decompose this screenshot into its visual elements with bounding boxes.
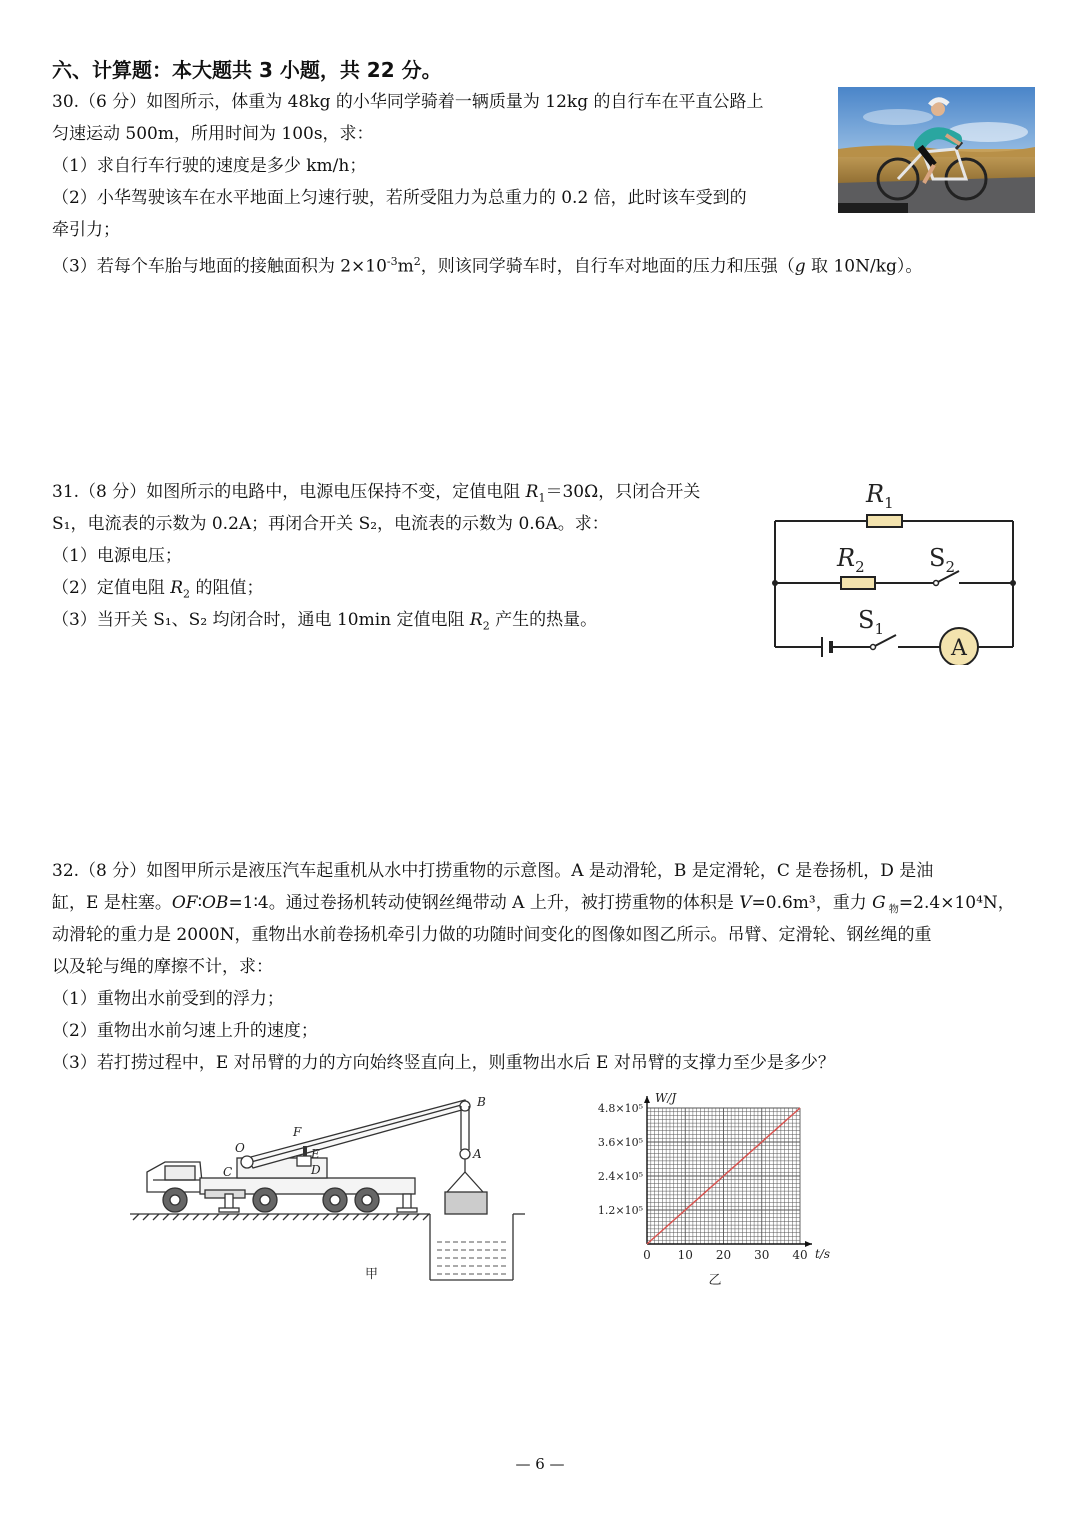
y-tick-label: 4.8×10⁵ bbox=[597, 1102, 643, 1115]
q30-line-6: （3）若每个车胎与地面的接触面积为 $2\times 10^{-3}m^2$，则该同学骑车时，自行车对地面的压力和压强（g 取 10N/kg）。 bbox=[52, 255, 923, 277]
resistor-r1 bbox=[867, 515, 902, 527]
x-tick-label: 20 bbox=[715, 1248, 732, 1262]
crane-caption: 甲 bbox=[365, 1267, 379, 1282]
svg-text:F: F bbox=[293, 1125, 302, 1139]
q30-line-5: 牵引力； bbox=[52, 220, 120, 240]
svg-text:O: O bbox=[235, 1141, 245, 1155]
y-tick-label: 3.6×10⁵ bbox=[597, 1136, 643, 1149]
x-axis-arrow bbox=[805, 1241, 812, 1247]
y-axis-label: W/J bbox=[655, 1091, 677, 1105]
x-tick-label: 40 bbox=[792, 1248, 808, 1262]
q31-line-5: （3）当开关 S₁、S₂ 均闭合时，通电 10min 定值电阻 $R_2$ 产生的热量。 bbox=[52, 610, 598, 633]
chart-caption: 乙 bbox=[708, 1273, 722, 1288]
label-s2: $S_2$ bbox=[929, 544, 955, 576]
work-time-chart bbox=[575, 1088, 845, 1293]
x-axis-label: t/s bbox=[815, 1247, 831, 1261]
q32-line-1: 32.（8 分）如图甲所示是液压汽车起重机从水中打捞重物的示意图。A 是动滑轮，B 是定滑轮，C 是卷扬机，D 是油 bbox=[52, 861, 934, 881]
page-number: — 6 — bbox=[515, 1455, 565, 1473]
q31-line-3: （1）电源电压； bbox=[52, 546, 182, 566]
y-axis-arrow bbox=[644, 1096, 650, 1103]
svg-text:E: E bbox=[311, 1147, 320, 1161]
q32-line-7: （3）若打捞过程中，E 对吊臂的力的方向始终竖直向上，则重物出水后 E 对吊臂的支撑力至少是多少？ bbox=[52, 1053, 835, 1073]
q32-line-5: （1）重物出水前受到的浮力； bbox=[52, 989, 284, 1009]
q30-line-2: 匀速运动 500m，所用时间为 100s，求： bbox=[52, 124, 374, 144]
crane-diagram bbox=[125, 1092, 535, 1292]
y-tick-label: 2.4×10⁵ bbox=[597, 1170, 643, 1183]
cyclist-photo bbox=[838, 87, 1035, 213]
label-r2: $R_2$ bbox=[837, 544, 865, 576]
resistor-r2 bbox=[841, 577, 875, 589]
q32-line-3: 动滑轮的重力是 2000N，重物出水前卷扬机牵引力做的功随时间变化的图像如图乙所示。吊臂、定滑轮、钢丝绳的重 bbox=[52, 925, 932, 945]
q31-line-2: S₁，电流表的示数为 0.2A；再闭合开关 S₂，电流表的示数为 0.6A。求： bbox=[52, 514, 609, 534]
x-tick-label: 30 bbox=[754, 1248, 770, 1262]
x-tick-label: 10 bbox=[677, 1248, 693, 1262]
label-r1: $R_1$ bbox=[866, 480, 894, 512]
section-title: 六、计算题：本大题共 3 小题，共 22 分。 bbox=[52, 58, 442, 82]
q30-line-4: （2）小华驾驶该车在水平地面上匀速行驶，若所受阻力为总重力的 0.2 倍，此时该车受到的 bbox=[52, 188, 747, 208]
q30-line-1: 30.（6 分）如图所示，体重为 48kg 的小华同学骑着一辆质量为 12kg 的自行车在平直公路上 bbox=[52, 92, 764, 112]
svg-text:A: A bbox=[951, 636, 967, 661]
svg-text:D: D bbox=[311, 1163, 321, 1177]
q32-line-2: 缸，E 是柱塞。OF∶OB=1∶4。通过卷扬机转动使钢丝绳带动 A 上升，被打捞重物的体积是 V=0.6m³，重力 G $_物$=2.4×10⁴N， bbox=[52, 893, 1015, 916]
x-tick-label: 0 bbox=[643, 1248, 651, 1262]
svg-text:B: B bbox=[477, 1095, 486, 1109]
y-tick-label: 1.2×10⁵ bbox=[597, 1204, 643, 1217]
q32-line-6: （2）重物出水前匀速上升的速度； bbox=[52, 1021, 318, 1041]
circuit-diagram bbox=[765, 475, 1025, 665]
q31-line-4: （2）定值电阻 $R_2$ 的阻值； bbox=[52, 578, 264, 601]
q32-line-4: 以及轮与绳的摩擦不计，求： bbox=[52, 957, 273, 977]
svg-text:A: A bbox=[473, 1147, 482, 1161]
svg-text:C: C bbox=[223, 1165, 233, 1179]
q31-line-1: 31.（8 分）如图所示的电路中，电源电压保持不变，定值电阻 $R_1=30\Omega$，只闭合开关 bbox=[52, 482, 701, 505]
label-s1: $S_1$ bbox=[858, 606, 884, 638]
q30-line-3: （1）求自行车行驶的速度是多少 km/h； bbox=[52, 156, 367, 176]
